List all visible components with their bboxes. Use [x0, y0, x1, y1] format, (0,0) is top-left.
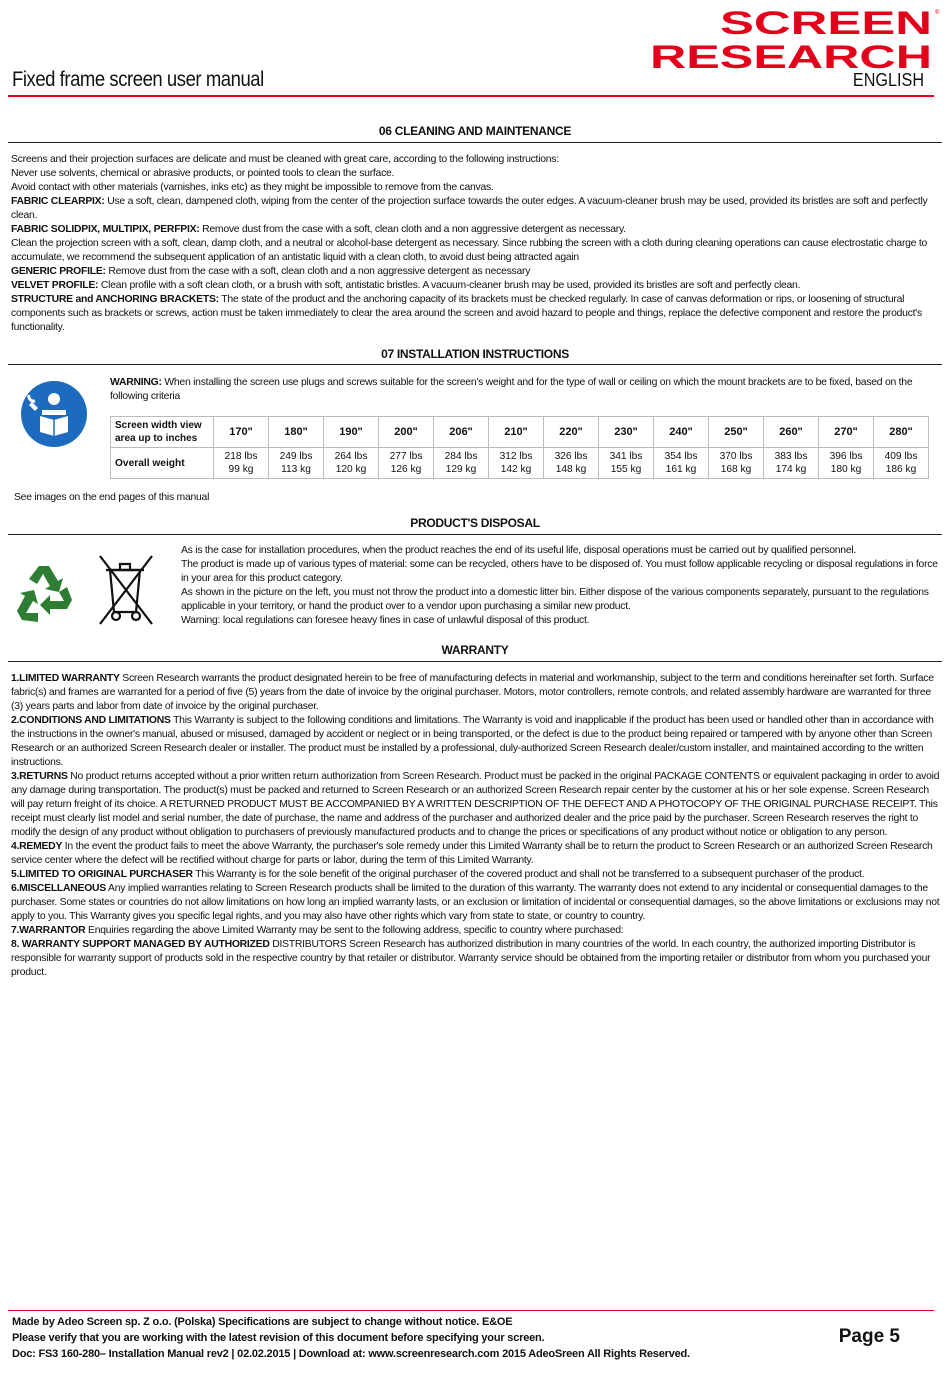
weight-cell: 354 lbs 161 kg: [654, 448, 709, 479]
section-divider: [8, 364, 942, 365]
installation-warning: [110, 376, 942, 404]
warranty-section-title: WARRANTY: [441, 643, 509, 657]
w6-label: 6.MISCELLANEOUS: [11, 883, 106, 894]
weight-cell: 341 lbs 155 kg: [599, 448, 654, 479]
cleaning-intro1: Screens and their projection surfaces are delicate and must be cleaned with great care, according to the following instructions:: [11, 154, 559, 165]
row-label-size: Screen width view area up to inches: [111, 417, 214, 448]
w8-label: 8. WARRANTY SUPPORT MANAGED BY AUTHORIZED: [11, 939, 270, 950]
size-cell: 260": [764, 417, 819, 448]
weight-cell: 218 lbs 99 kg: [214, 448, 269, 479]
w4-label: 4.REMEDY: [11, 841, 63, 852]
size-cell: 230": [599, 417, 654, 448]
generic-label: GENERIC PROFILE:: [11, 266, 106, 277]
clearpix-label: FABRIC CLEARPIX:: [11, 196, 105, 207]
structure-label: STRUCTURE and ANCHORING BRACKETS:: [11, 294, 219, 305]
warning-label: WARNING:: [110, 377, 162, 388]
screen-research-logo: [648, 5, 940, 75]
weight-cell: 284 lbs 129 kg: [434, 448, 489, 479]
footer-line3: Doc: FS3 160-280– Installation Manual rev2 | 02.02.2015 | Download at: www.screenresearch.com 2015 AdeoSreen All Rights Reserved.: [12, 1348, 690, 1360]
logo-line1: SCREEN: [720, 5, 932, 41]
cleaning-section-title: 06 CLEANING AND MAINTENANCE: [378, 124, 572, 138]
warning-text: When installing the screen use plugs and screws suitable for the screen's weight and for the type of wall or ceiling on which the mount brackets are to be fixed, based on the following criteria: [110, 377, 913, 402]
weight-cell: 383 lbs 174 kg: [764, 448, 819, 479]
installation-section-title: 07 INSTALLATION INSTRUCTIONS: [381, 347, 569, 361]
w1-text: Screen Research warrants the product designated herein to be free of manufacturing defects in material and workmanship, subject to the term and conditions hereinafter set forth. Surface fabric(s) and frames are warranted for a period of five (5) years from the date of invoice by the original purchaser. Motors, motor controllers, remote controls, and related assembly hardware are warranted for three (3) years parts and labor from date of invoice by the original purchaser.: [11, 673, 934, 712]
w1-label: 1.LIMITED WARRANTY: [11, 673, 120, 684]
w5-label: 5.LIMITED TO ORIGINAL PURCHASER: [11, 869, 193, 880]
w7-text: Enquiries regarding the above Limited Warranty may be sent to the following address, specific to country where purchased:: [85, 925, 624, 936]
weight-cell: 312 lbs 142 kg: [489, 448, 544, 479]
footer-line2: Please verify that you are working with the latest revision of this document before specifying your screen.: [12, 1332, 545, 1344]
table-row: [111, 448, 929, 479]
disposal-section-title: PRODUCT'S DISPOSAL: [410, 516, 540, 530]
size-cell: 210": [489, 417, 544, 448]
warranty-text: [11, 672, 943, 980]
w7-label: 7.WARRANTOR: [11, 925, 86, 936]
cleaning-text: [11, 153, 941, 335]
w2-label: 2.CONDITIONS AND LIMITATIONS: [11, 715, 171, 726]
size-cell: 200": [379, 417, 434, 448]
disposal-p1: As is the case for installation procedures, when the product reaches the end of its useful life, disposal operations must be carried out by qualified personnel.: [181, 545, 857, 556]
w2-text: This Warranty is subject to the following conditions and limitations. The Warranty is void and inapplicable if the product has been used or handled other than in accordance with the instructions in the owner's manual, abused or misused, damaged by accident or neglect or in being transported, or the defect is due to the product being repaired or tampered with by anyone other than Screen Research or an authorized Screen Research dealer or installer. The product must be installed by a professional, duly-authorized Screen Research dealer/custom installer, and maintained according to the written instructions.: [11, 715, 934, 768]
table-row: [111, 417, 929, 448]
generic-text: Remove dust from the case with a soft, clean cloth and a non aggressive detergent as necessary: [105, 266, 531, 277]
recycle-icon: [12, 562, 80, 628]
size-cell: 250": [709, 417, 764, 448]
w5-text: This Warranty is for the sole benefit of the original purchaser of the covered product and shall not be transferred to a subsequent purchaser of the product.: [192, 869, 865, 880]
size-cell: 220": [544, 417, 599, 448]
disposal-text: [181, 544, 941, 628]
svg-text:®: ®: [935, 10, 940, 16]
weight-cell: 264 lbs 120 kg: [324, 448, 379, 479]
w3-text: No product returns accepted without a prior written return authorization from Screen Research. Product must be packed in the original PACKAGE CONTENTS or equivalent packaging in order to avoid any damage during transportation. The product(s) must be packed and returned to Screen Research or an authorized Screen Research repair center by the customer at his or her sole expense. Screen Research will pay return freight of its choice. A RETURNED PRODUCT MUST BE ACCOMPANIED BY A WRITTEN DESCRIPTION OF THE DEFECT AND A PHOTOCOPY OF THE ORIGINAL PURCHASE RECEIPT. This receipt must clearly list model and serial number, the date of purchase, the name and address of the purchaser and authorized dealer and the price paid by the purchaser. Screen Research reserves the right to modify the design of any product without obligation to purchasers of previously manufactured products and to change the prices or specifications of any product without notice or obligation to any person.: [11, 771, 940, 838]
see-images-note: See images on the end pages of this manual: [14, 492, 210, 503]
footer-line1: Made by Adeo Screen sp. Z o.o. (Polska) Specifications are subject to change without notice. E&OE: [12, 1316, 513, 1328]
weight-cell: 326 lbs 148 kg: [544, 448, 599, 479]
structure-text: The state of the product and the anchoring capacity of its brackets must be checked regularly. In case of canvas deformation or rips, or loosening of structural components such as brackets or screws, action must be taken immediately to clear the area around the screen and avoid hazard to people and things, replace the defective component and restore the product's functionality.: [11, 294, 922, 333]
weight-cell: 249 lbs 113 kg: [269, 448, 324, 479]
logo-line2: RESEARCH: [650, 39, 932, 75]
w6-text: Any implied warranties relating to Screen Research products shall be limited to the duration of this warranty. The warranty does not extend to any incidental or consequential damages to the purchaser. Some states or countries do not allow limitations on how long an implied warranty lasts, or an exclusion or limitation of incidental or consequential damages, so the above limitations or exclusions may not apply to you. This Warranty gives you specific legal rights, and you may also have other rights which vary from state to state, or country to country.: [11, 883, 940, 922]
footer-text: [12, 1314, 690, 1362]
read-manual-icon: [20, 380, 88, 448]
header-divider: [8, 95, 934, 97]
size-cell: 240": [654, 417, 709, 448]
cleaning-intro3: Avoid contact with other materials (varnishes, inks etc) as they might be impossible to remove from the canvas.: [11, 182, 494, 193]
w3-label: 3.RETURNS: [11, 771, 68, 782]
w8-text: DISTRIBUTORS Screen Research has authorized distribution in many countries of the world. In each country, the authorized importing Distributor is responsible for warranty support of products sold in the respective country by that retailer or distributor. Warranty service should be obtained from the importing retailer or distributor from whom you purchased your product.: [11, 939, 931, 978]
size-cell: 190": [324, 417, 379, 448]
weight-table: [110, 416, 929, 479]
size-cell: 280": [874, 417, 929, 448]
solidpix-text: Remove dust from the case with a soft, clean cloth and a non aggressive detergent as necessary.: [199, 224, 626, 235]
weight-cell: 409 lbs 186 kg: [874, 448, 929, 479]
document-title: Fixed frame screen user manual: [12, 68, 264, 91]
disposal-p3: As shown in the picture on the left, you must not throw the product into a domestic litter bin. Either dispose of the various components separately, pursuant to the regulations applicable in your territory, or hand the product over to a vendor upon purchasing a similar new product.: [181, 587, 929, 612]
page-number: Page 5: [838, 1326, 900, 1347]
size-cell: 270": [819, 417, 874, 448]
velvet-text: Clean profile with a soft clean cloth, or a brush with soft, antistatic bristles. A vacuum-cleaner brush may be used, provided its bristles are soft and perfectly clean.: [98, 280, 801, 291]
row-label-weight: Overall weight: [111, 448, 214, 479]
solidpix-label: FABRIC SOLIDPIX, MULTIPIX, PERFPIX:: [11, 224, 200, 235]
footer-divider: [8, 1310, 934, 1311]
clean-text: Clean the projection screen with a soft, clean, damp cloth, and a neutral or alcohol-base detergent as necessary. Since rubbing the screen with a cloth during cleaning operations can cause electrostatic charge to accumulate, we recommend the subsequent application of an antistatic liquid with a clean cloth, to avoid dust being attracted again: [11, 238, 928, 263]
disposal-p4: Warning: local regulations can foresee heavy fines in case of unlawful disposal of this product.: [181, 615, 590, 626]
size-cell: 206": [434, 417, 489, 448]
size-cell: 180": [269, 417, 324, 448]
disposal-p2: The product is made up of various types of material: some can be recycled, others have to be disposed of. You must follow applicable recycling or disposal regulations in force in your area for this product category.: [181, 559, 938, 584]
section-divider: [8, 142, 942, 143]
weight-cell: 277 lbs 126 kg: [379, 448, 434, 479]
weight-cell: 396 lbs 180 kg: [819, 448, 874, 479]
section-divider: [8, 534, 942, 535]
section-divider: [8, 661, 942, 662]
w4-text: In the event the product fails to meet the above Warranty, the purchaser's sole remedy under this Limited Warranty shall be to return the product to Screen Research or an authorized Screen Research service center where the defect will be rectified without charge for parts or labor, during the term of this Limited Warranty.: [11, 841, 933, 866]
crossed-bin-icon: [96, 552, 156, 628]
cleaning-intro2: Never use solvents, chemical or abrasive products, or pointed tools to clean the surface.: [11, 168, 395, 179]
language-label: ENGLISH: [852, 70, 924, 90]
size-cell: 170": [214, 417, 269, 448]
velvet-label: VELVET PROFILE:: [11, 280, 99, 291]
clearpix-text: Use a soft, clean, dampened cloth, wiping from the center of the projection surface towards the outer edges. A vacuum-cleaner brush may be used, provided its bristles are soft and perfectly clean.: [11, 196, 928, 221]
weight-cell: 370 lbs 168 kg: [709, 448, 764, 479]
